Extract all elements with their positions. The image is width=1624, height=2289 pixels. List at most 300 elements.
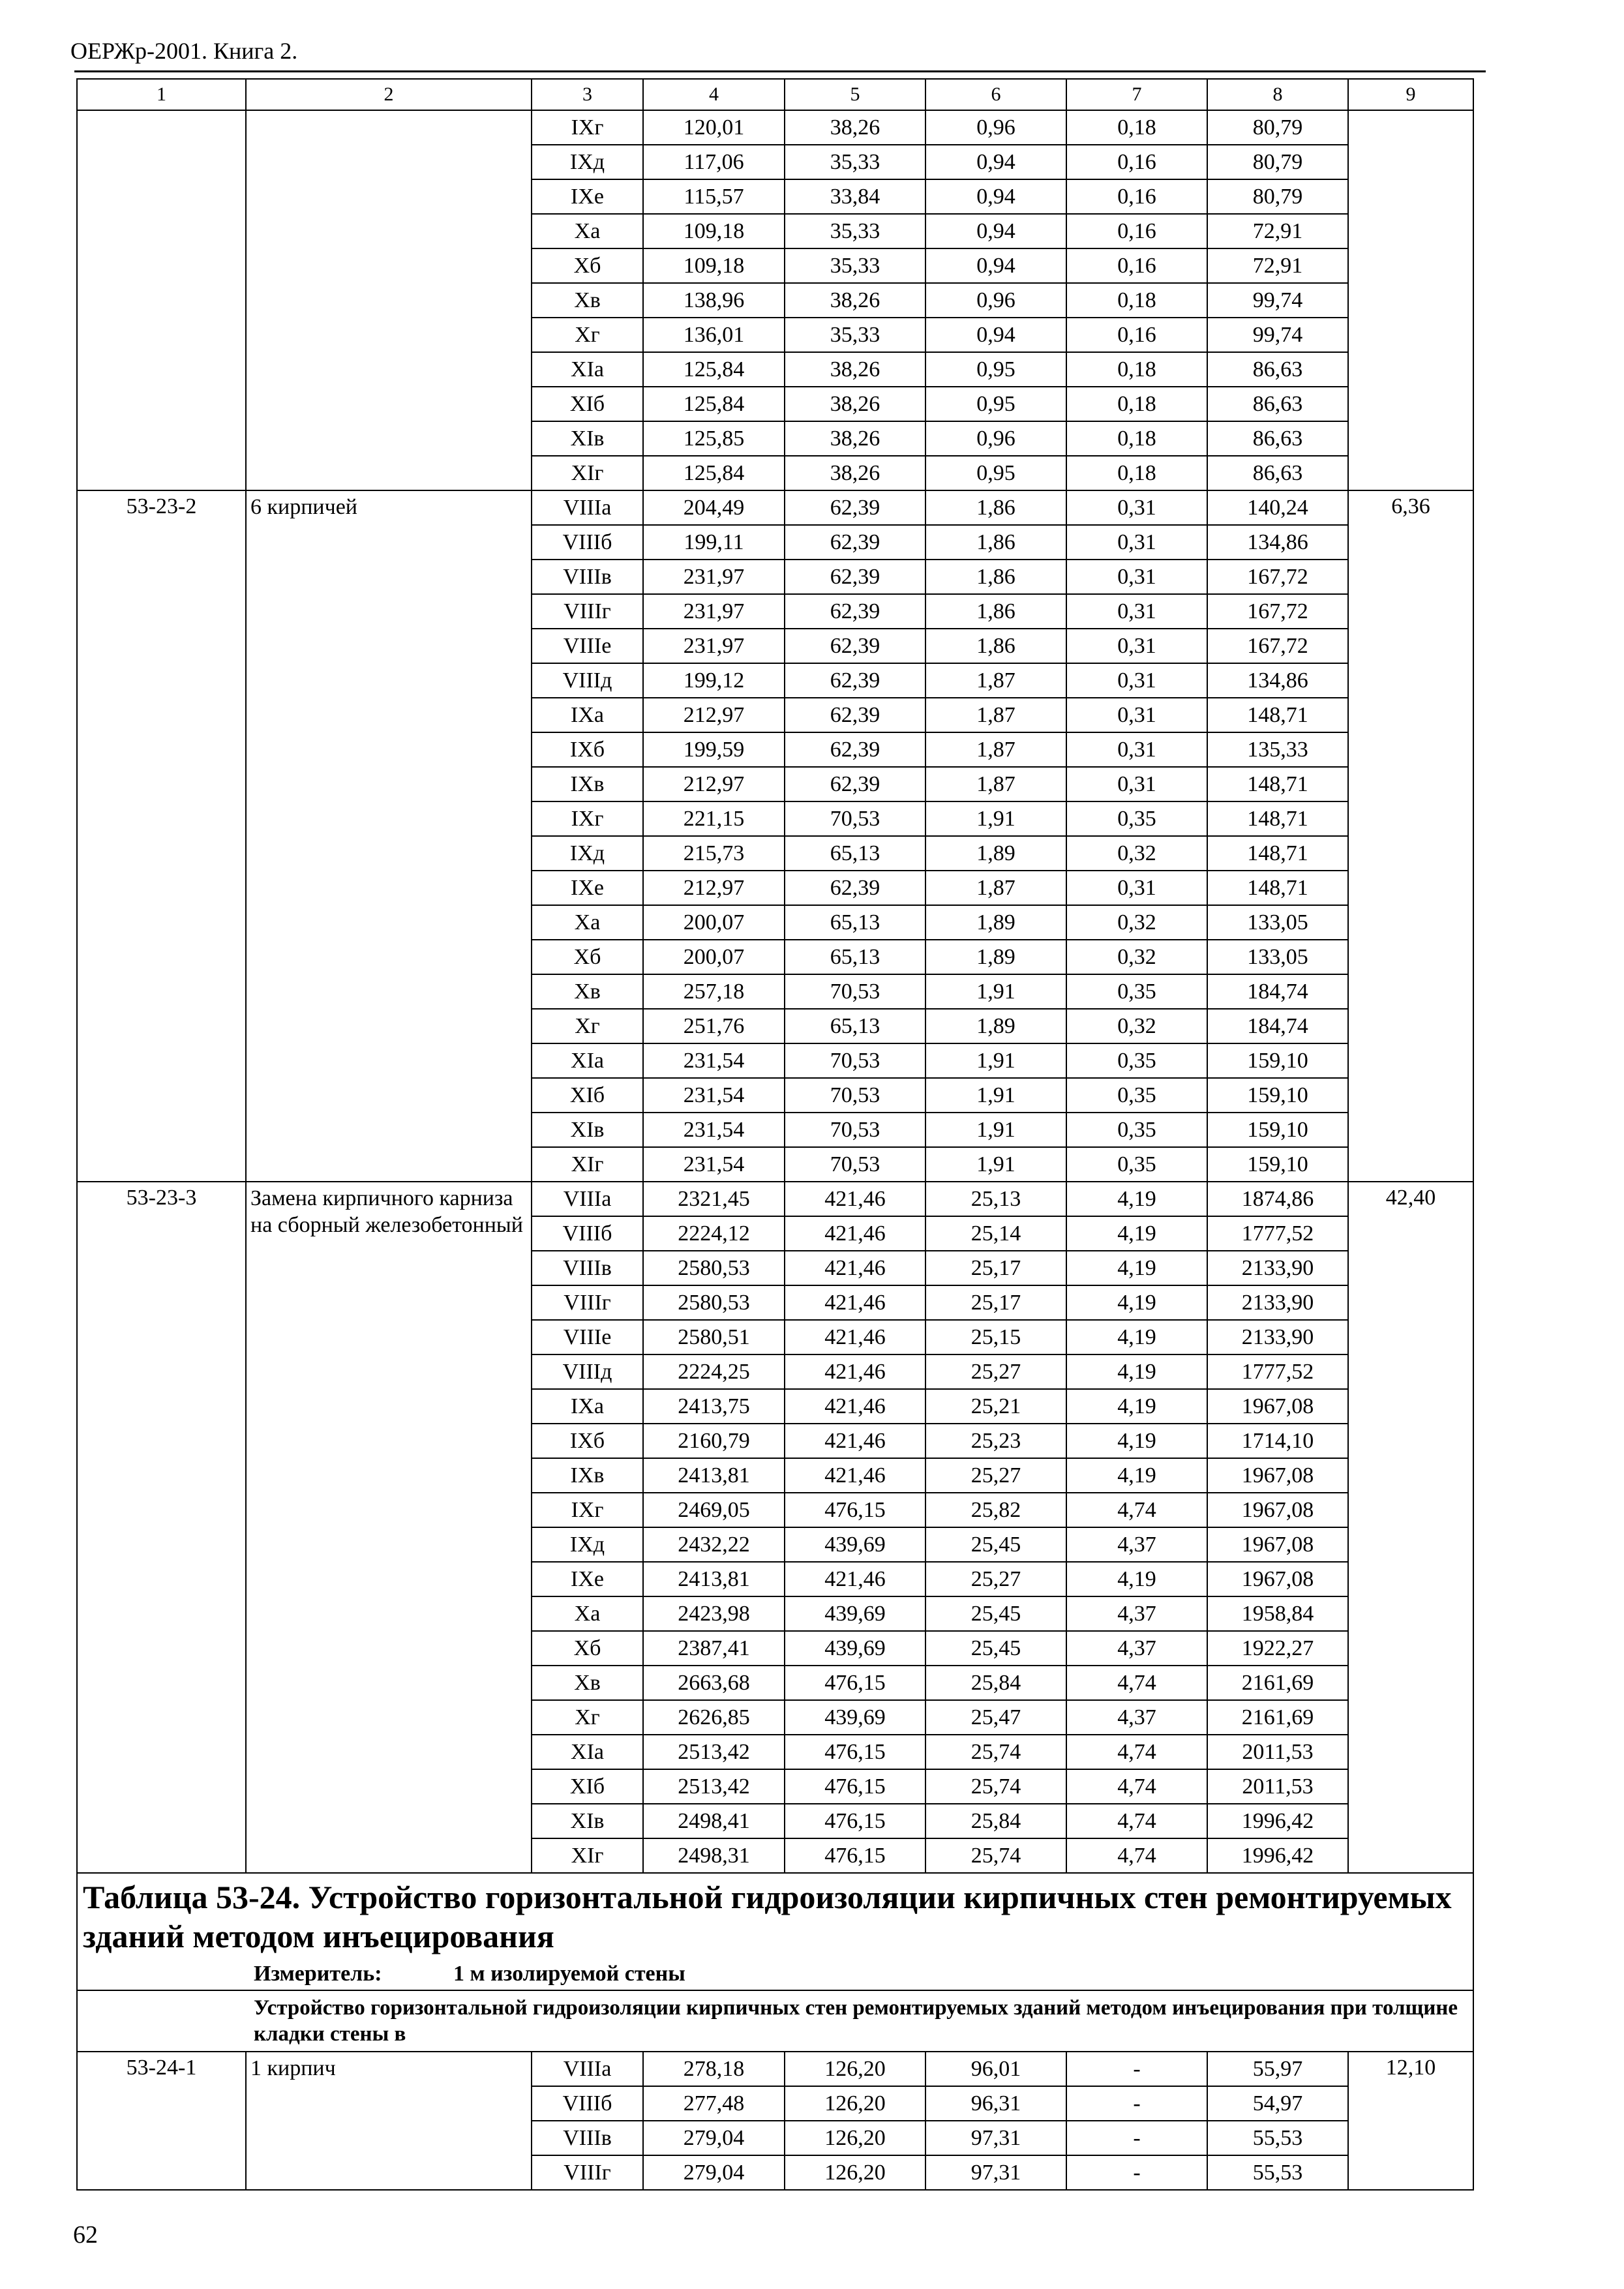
table-cell: 184,74 xyxy=(1207,974,1348,1009)
table-cell: 212,97 xyxy=(643,767,785,801)
page-header: ОЕРЖр-2001. Книга 2. xyxy=(70,38,298,64)
table-cell: 80,79 xyxy=(1207,179,1348,214)
column-number: 3 xyxy=(532,79,643,110)
table-cell: 278,18 xyxy=(643,2052,785,2086)
table-title-row xyxy=(77,1873,1473,1990)
table-row xyxy=(77,490,1473,525)
table-cell: IXг xyxy=(532,1493,643,1527)
column-number: 7 xyxy=(1066,79,1207,110)
table-cell: Xа xyxy=(532,214,643,248)
column-number: 4 xyxy=(643,79,785,110)
table-cell: IXд xyxy=(532,836,643,871)
table-cell: 55,97 xyxy=(1207,2052,1348,2086)
table-cell: 25,74 xyxy=(925,1769,1066,1804)
table-cell: 204,49 xyxy=(643,490,785,525)
table-cell: Xв xyxy=(532,283,643,318)
table-cell: 439,69 xyxy=(785,1527,925,1562)
table-cell: 96,01 xyxy=(925,2052,1066,2086)
table-cell: 0,31 xyxy=(1066,663,1207,698)
header-rule xyxy=(74,70,1486,72)
table-cell: XIв xyxy=(532,1804,643,1838)
table-cell: 2011,53 xyxy=(1207,1769,1348,1804)
table-cell: IXе xyxy=(532,871,643,905)
table-cell: 55,53 xyxy=(1207,2155,1348,2190)
table-cell: 2498,31 xyxy=(643,1838,785,1873)
table-cell: 62,39 xyxy=(785,629,925,663)
table-cell: 2224,12 xyxy=(643,1216,785,1251)
table-cell: 1777,52 xyxy=(1207,1354,1348,1389)
table-cell: 0,31 xyxy=(1066,732,1207,767)
table-cell: 25,45 xyxy=(925,1527,1066,1562)
table-cell: 421,46 xyxy=(785,1182,925,1216)
table-cell: 1874,86 xyxy=(1207,1182,1348,1216)
table-cell: 421,46 xyxy=(785,1285,925,1320)
table-cell: VIIIе xyxy=(532,629,643,663)
table-cell: 1,87 xyxy=(925,767,1066,801)
table-cell: 70,53 xyxy=(785,974,925,1009)
table-cell: 421,46 xyxy=(785,1424,925,1458)
table-cell: 2413,75 xyxy=(643,1389,785,1424)
table-cell: Xг xyxy=(532,1009,643,1043)
table-cell: 1,89 xyxy=(925,940,1066,974)
table-cell: 140,24 xyxy=(1207,490,1348,525)
unit-line xyxy=(83,1961,1467,1987)
table-cell: VIIIг xyxy=(532,594,643,629)
table-cell: 0,16 xyxy=(1066,179,1207,214)
table-cell: 421,46 xyxy=(785,1320,925,1354)
table-cell: IXе xyxy=(532,1562,643,1596)
table-cell: 97,31 xyxy=(925,2155,1066,2190)
table-cell: 215,73 xyxy=(643,836,785,871)
table-cell: 2513,42 xyxy=(643,1735,785,1769)
table-cell: 55,53 xyxy=(1207,2121,1348,2155)
table-cell: 231,97 xyxy=(643,629,785,663)
table-cell: 159,10 xyxy=(1207,1147,1348,1182)
table-cell: 231,54 xyxy=(643,1078,785,1113)
table-cell: 25,21 xyxy=(925,1389,1066,1424)
table-cell: 133,05 xyxy=(1207,940,1348,974)
table-cell: 0,94 xyxy=(925,145,1066,179)
table-cell: 4,19 xyxy=(1066,1216,1207,1251)
table-cell: 86,63 xyxy=(1207,456,1348,490)
table-cell: - xyxy=(1066,2155,1207,2190)
column-number: 2 xyxy=(246,79,532,110)
table-cell: 1,86 xyxy=(925,525,1066,560)
rate-description: 6 кирпичей xyxy=(246,490,532,1182)
table-cell: 2011,53 xyxy=(1207,1735,1348,1769)
table-cell: 0,31 xyxy=(1066,560,1207,594)
table-cell: 136,01 xyxy=(643,318,785,352)
table-cell: 4,19 xyxy=(1066,1182,1207,1216)
table-cell: 25,17 xyxy=(925,1285,1066,1320)
table-cell: 54,97 xyxy=(1207,2086,1348,2121)
rate-description xyxy=(246,110,532,490)
table-cell: 4,37 xyxy=(1066,1631,1207,1666)
table-cell: 4,74 xyxy=(1066,1804,1207,1838)
table-cell: 2513,42 xyxy=(643,1769,785,1804)
table-cell: 4,19 xyxy=(1066,1458,1207,1493)
table-cell: 476,15 xyxy=(785,1735,925,1769)
table-cell: 0,96 xyxy=(925,110,1066,145)
table-cell: 4,74 xyxy=(1066,1493,1207,1527)
table-cell: 1,91 xyxy=(925,974,1066,1009)
table-cell: 231,97 xyxy=(643,594,785,629)
table-cell: 126,20 xyxy=(785,2155,925,2190)
table-cell: 421,46 xyxy=(785,1354,925,1389)
table-cell: XIа xyxy=(532,1735,643,1769)
table-cell: 25,47 xyxy=(925,1700,1066,1735)
table-cell: 4,19 xyxy=(1066,1251,1207,1285)
table-cell: 476,15 xyxy=(785,1769,925,1804)
table-cell: 65,13 xyxy=(785,905,925,940)
table-cell: 62,39 xyxy=(785,732,925,767)
table-cell: 133,05 xyxy=(1207,905,1348,940)
rate-code xyxy=(77,110,246,490)
table-cell: 148,71 xyxy=(1207,801,1348,836)
table-cell: 277,48 xyxy=(643,2086,785,2121)
table-cell: 25,84 xyxy=(925,1804,1066,1838)
section-row xyxy=(77,1990,1473,2052)
table-cell: 476,15 xyxy=(785,1666,925,1700)
column-number: 5 xyxy=(785,79,925,110)
table-cell: 167,72 xyxy=(1207,594,1348,629)
table-cell: 159,10 xyxy=(1207,1078,1348,1113)
table-cell: 4,19 xyxy=(1066,1424,1207,1458)
table-cell: 212,97 xyxy=(643,698,785,732)
table-cell: 38,26 xyxy=(785,456,925,490)
table-cell: 4,74 xyxy=(1066,1769,1207,1804)
table-cell: 0,31 xyxy=(1066,594,1207,629)
table-cell: 1922,27 xyxy=(1207,1631,1348,1666)
table-cell: 99,74 xyxy=(1207,283,1348,318)
table-cell: 1,87 xyxy=(925,663,1066,698)
table-cell: 439,69 xyxy=(785,1596,925,1631)
table-cell: 25,82 xyxy=(925,1493,1066,1527)
table-cell: 25,74 xyxy=(925,1838,1066,1873)
table-cell: 0,32 xyxy=(1066,836,1207,871)
table-cell: 62,39 xyxy=(785,871,925,905)
table-cell: 0,94 xyxy=(925,248,1066,283)
table-cell: 0,31 xyxy=(1066,490,1207,525)
table-cell: XIг xyxy=(532,1147,643,1182)
table-cell: 1,87 xyxy=(925,871,1066,905)
table-cell: VIIIв xyxy=(532,560,643,594)
table-cell: Xб xyxy=(532,248,643,283)
table-cell: 126,20 xyxy=(785,2121,925,2155)
table-cell: 4,37 xyxy=(1066,1527,1207,1562)
table-cell: 0,94 xyxy=(925,318,1066,352)
table-cell: IXг xyxy=(532,801,643,836)
table-cell: 421,46 xyxy=(785,1216,925,1251)
table-cell: 109,18 xyxy=(643,214,785,248)
table-cell: 2133,90 xyxy=(1207,1285,1348,1320)
table-cell: 0,18 xyxy=(1066,110,1207,145)
table-cell: 86,63 xyxy=(1207,421,1348,456)
table-cell: 70,53 xyxy=(785,1043,925,1078)
table-cell: XIв xyxy=(532,421,643,456)
table-cell: 221,15 xyxy=(643,801,785,836)
table-cell: 0,31 xyxy=(1066,767,1207,801)
table-cell: 70,53 xyxy=(785,1147,925,1182)
table-cell: 1996,42 xyxy=(1207,1804,1348,1838)
table-cell: 1777,52 xyxy=(1207,1216,1348,1251)
table-cell: 257,18 xyxy=(643,974,785,1009)
table-cell: VIIIе xyxy=(532,1320,643,1354)
table-cell: Xг xyxy=(532,318,643,352)
table-cell: 0,18 xyxy=(1066,387,1207,421)
table-cell: VIIIв xyxy=(532,1251,643,1285)
table-cell: 0,94 xyxy=(925,179,1066,214)
table-row xyxy=(77,2052,1473,2086)
table-cell: 476,15 xyxy=(785,1804,925,1838)
table-cell: 1,86 xyxy=(925,490,1066,525)
labor-cost: 12,10 xyxy=(1348,2052,1473,2190)
table-cell: 159,10 xyxy=(1207,1113,1348,1147)
table-cell: 279,04 xyxy=(643,2121,785,2155)
table-cell: 199,59 xyxy=(643,732,785,767)
table-cell: 25,84 xyxy=(925,1666,1066,1700)
table-cell: 86,63 xyxy=(1207,352,1348,387)
table-cell: - xyxy=(1066,2052,1207,2086)
table-cell: VIIIб xyxy=(532,525,643,560)
table-cell: 1967,08 xyxy=(1207,1527,1348,1562)
table-cell: 70,53 xyxy=(785,801,925,836)
column-number: 1 xyxy=(77,79,246,110)
table-cell: 0,94 xyxy=(925,214,1066,248)
table-cell: 134,86 xyxy=(1207,525,1348,560)
table-cell: 109,18 xyxy=(643,248,785,283)
table-cell: 2224,25 xyxy=(643,1354,785,1389)
table-cell: 80,79 xyxy=(1207,110,1348,145)
table-cell: Xб xyxy=(532,940,643,974)
table-cell: 2469,05 xyxy=(643,1493,785,1527)
column-number: 9 xyxy=(1348,79,1473,110)
table-cell: 0,32 xyxy=(1066,905,1207,940)
unit-label: Измеритель: xyxy=(254,1962,382,1986)
rates-table xyxy=(76,78,1474,2191)
table-cell: 1,91 xyxy=(925,1043,1066,1078)
table-cell: VIIIг xyxy=(532,1285,643,1320)
table-cell: 25,13 xyxy=(925,1182,1066,1216)
table-cell: 35,33 xyxy=(785,248,925,283)
table-cell: IXд xyxy=(532,145,643,179)
table-cell: 2161,69 xyxy=(1207,1666,1348,1700)
table-cell: 0,18 xyxy=(1066,352,1207,387)
table-cell: 0,16 xyxy=(1066,145,1207,179)
table-cell: 439,69 xyxy=(785,1631,925,1666)
table-cell: 1,91 xyxy=(925,1078,1066,1113)
table-cell: VIIIа xyxy=(532,490,643,525)
table-cell: 138,96 xyxy=(643,283,785,318)
table-cell: 62,39 xyxy=(785,698,925,732)
table-cell: 126,20 xyxy=(785,2052,925,2086)
table-cell: 135,33 xyxy=(1207,732,1348,767)
table-cell: 38,26 xyxy=(785,421,925,456)
table-cell: 4,37 xyxy=(1066,1700,1207,1735)
table-cell: VIIIд xyxy=(532,663,643,698)
table-cell: 1,91 xyxy=(925,1147,1066,1182)
table-cell: 200,07 xyxy=(643,905,785,940)
table-cell: 2580,53 xyxy=(643,1285,785,1320)
table-cell: VIIIг xyxy=(532,2155,643,2190)
table-cell: - xyxy=(1066,2121,1207,2155)
rate-code: 53-23-3 xyxy=(77,1182,246,1873)
table-cell: 35,33 xyxy=(785,214,925,248)
table-cell: 148,71 xyxy=(1207,836,1348,871)
table-cell: 62,39 xyxy=(785,490,925,525)
rate-description: Замена кирпичного карниза на сборный железобетонный xyxy=(246,1182,532,1873)
table-cell: XIв xyxy=(532,1113,643,1147)
table-cell: 1996,42 xyxy=(1207,1838,1348,1873)
table-cell: VIIIд xyxy=(532,1354,643,1389)
table-cell: 4,19 xyxy=(1066,1354,1207,1389)
table-cell: Xг xyxy=(532,1700,643,1735)
table-row xyxy=(77,110,1473,145)
table-cell: 125,84 xyxy=(643,352,785,387)
table-cell: 0,95 xyxy=(925,456,1066,490)
table-cell: XIг xyxy=(532,1838,643,1873)
table-cell: 0,32 xyxy=(1066,1009,1207,1043)
table-cell: VIIIа xyxy=(532,2052,643,2086)
table-cell: 184,74 xyxy=(1207,1009,1348,1043)
table-cell: VIIIб xyxy=(532,2086,643,2121)
table-cell: VIIIа xyxy=(532,1182,643,1216)
table-cell: 4,19 xyxy=(1066,1320,1207,1354)
table-cell: 25,17 xyxy=(925,1251,1066,1285)
table-cell: 70,53 xyxy=(785,1113,925,1147)
table-cell: 421,46 xyxy=(785,1389,925,1424)
table-cell: Xа xyxy=(532,905,643,940)
table-cell: 62,39 xyxy=(785,767,925,801)
table-cell: 0,31 xyxy=(1066,871,1207,905)
table-cell: 2580,53 xyxy=(643,1251,785,1285)
table-row xyxy=(77,1182,1473,1216)
table-cell: 251,76 xyxy=(643,1009,785,1043)
table-cell: 0,16 xyxy=(1066,318,1207,352)
table-cell: 2498,41 xyxy=(643,1804,785,1838)
table-cell: IXб xyxy=(532,732,643,767)
table-cell: 2413,81 xyxy=(643,1562,785,1596)
table-cell: VIIIб xyxy=(532,1216,643,1251)
table-cell: 125,84 xyxy=(643,456,785,490)
table-cell: IXб xyxy=(532,1424,643,1458)
table-cell: 2663,68 xyxy=(643,1666,785,1700)
table-cell: 0,16 xyxy=(1066,214,1207,248)
table-cell: 72,91 xyxy=(1207,214,1348,248)
table-cell: 99,74 xyxy=(1207,318,1348,352)
table-cell: 231,54 xyxy=(643,1147,785,1182)
table-cell: 1967,08 xyxy=(1207,1562,1348,1596)
table-cell: 0,35 xyxy=(1066,974,1207,1009)
table-cell: 25,74 xyxy=(925,1735,1066,1769)
table-cell: 96,31 xyxy=(925,2086,1066,2121)
table-cell: 2160,79 xyxy=(643,1424,785,1458)
column-number-row xyxy=(77,79,1473,110)
table-cell: 2413,81 xyxy=(643,1458,785,1493)
table-cell: 115,57 xyxy=(643,179,785,214)
table-cell: 117,06 xyxy=(643,145,785,179)
table-cell: 1,86 xyxy=(925,629,1066,663)
table-cell: 2133,90 xyxy=(1207,1251,1348,1285)
table-cell: 0,35 xyxy=(1066,1078,1207,1113)
table-cell: IXа xyxy=(532,1389,643,1424)
rate-description: 1 кирпич xyxy=(246,2052,532,2190)
table-cell: 70,53 xyxy=(785,1078,925,1113)
table-cell: 2161,69 xyxy=(1207,1700,1348,1735)
table-cell: 25,27 xyxy=(925,1458,1066,1493)
table-cell: 25,45 xyxy=(925,1631,1066,1666)
table-cell: 421,46 xyxy=(785,1458,925,1493)
table-cell: 1,89 xyxy=(925,905,1066,940)
table-title: Таблица 53-24. Устройство горизонтальной гидроизоляции кирпичных стен ремонтируемых зданий методом инъецирования xyxy=(83,1879,1452,1954)
table-cell: 0,16 xyxy=(1066,248,1207,283)
table-cell: 38,26 xyxy=(785,283,925,318)
table-cell: 72,91 xyxy=(1207,248,1348,283)
table-cell: 421,46 xyxy=(785,1562,925,1596)
table-cell: 148,71 xyxy=(1207,698,1348,732)
rate-code: 53-23-2 xyxy=(77,490,246,1182)
table-cell: 35,33 xyxy=(785,318,925,352)
labor-cost xyxy=(1348,110,1473,490)
table-cell: IXа xyxy=(532,698,643,732)
table-cell: Xв xyxy=(532,974,643,1009)
table-cell: 1967,08 xyxy=(1207,1389,1348,1424)
table-cell: 0,18 xyxy=(1066,421,1207,456)
table-title-cell xyxy=(77,1873,1473,1990)
table-cell: 2387,41 xyxy=(643,1631,785,1666)
table-cell: 439,69 xyxy=(785,1700,925,1735)
table-cell: 2580,51 xyxy=(643,1320,785,1354)
table-cell: IXе xyxy=(532,179,643,214)
table-cell: - xyxy=(1066,2086,1207,2121)
table-cell: XIб xyxy=(532,387,643,421)
table-cell: 86,63 xyxy=(1207,387,1348,421)
table-cell: 167,72 xyxy=(1207,560,1348,594)
column-number: 8 xyxy=(1207,79,1348,110)
table-cell: 65,13 xyxy=(785,836,925,871)
section-heading: Устройство горизонтальной гидроизоляции кирпичных стен ремонтируемых зданий методом инъецирования при толщине кладки стены в xyxy=(77,1990,1473,2052)
table-cell: 148,71 xyxy=(1207,871,1348,905)
table-cell: 62,39 xyxy=(785,525,925,560)
table-cell: Xа xyxy=(532,1596,643,1631)
table-cell: 4,19 xyxy=(1066,1389,1207,1424)
table-cell: 33,84 xyxy=(785,179,925,214)
table-cell: 80,79 xyxy=(1207,145,1348,179)
table-cell: 212,97 xyxy=(643,871,785,905)
table-cell: 0,96 xyxy=(925,421,1066,456)
table-cell: IXв xyxy=(532,1458,643,1493)
table-cell: 65,13 xyxy=(785,1009,925,1043)
table-cell: 167,72 xyxy=(1207,629,1348,663)
table-cell: IXд xyxy=(532,1527,643,1562)
table-cell: 1,89 xyxy=(925,1009,1066,1043)
page-number: 62 xyxy=(73,2221,98,2249)
table-cell: 0,96 xyxy=(925,283,1066,318)
column-number: 6 xyxy=(925,79,1066,110)
table-cell: 0,31 xyxy=(1066,525,1207,560)
table-cell: 1,87 xyxy=(925,732,1066,767)
table-cell: 126,20 xyxy=(785,2086,925,2121)
table-cell: 0,35 xyxy=(1066,1043,1207,1078)
table-cell: 25,45 xyxy=(925,1596,1066,1631)
table-cell: 1,86 xyxy=(925,560,1066,594)
table-cell: 0,35 xyxy=(1066,1147,1207,1182)
table-cell: 279,04 xyxy=(643,2155,785,2190)
labor-cost: 42,40 xyxy=(1348,1182,1473,1873)
table-cell: 231,54 xyxy=(643,1113,785,1147)
table-cell: 4,37 xyxy=(1066,1596,1207,1631)
table-cell: VIIIв xyxy=(532,2121,643,2155)
